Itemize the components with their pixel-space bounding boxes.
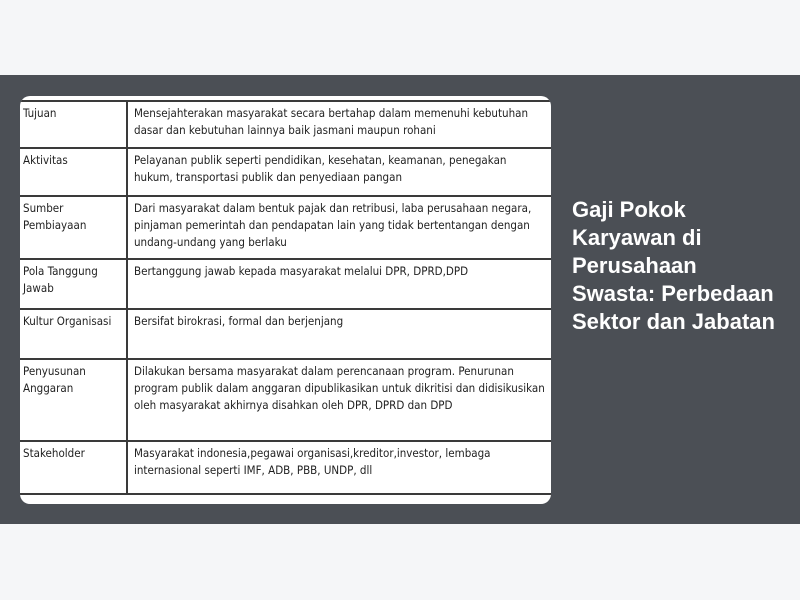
- comparison-table: [20, 100, 551, 495]
- row-value: Bersifat birokrasi, formal dan berjenjang: [127, 309, 551, 359]
- table-row: [20, 359, 551, 441]
- row-key: Penyusunan Anggaran: [20, 359, 127, 441]
- table-row: [20, 259, 551, 309]
- table-row: [20, 196, 551, 259]
- row-value: Dilakukan bersama masyarakat dalam perencanaan program. Penurunan program publik dalam anggaran dipublikasikan untuk dikritisi dan didisikusikan oleh masyarakat akhirnya disahkan oleh DPR, DPRD dan DPD: [127, 359, 551, 441]
- row-value: Dari masyarakat dalam bentuk pajak dan retribusi, laba perusahaan negara, pinjaman pemerintah dan pendapatan lain yang tidak bertentangan dengan undang-undang yang berlaku: [127, 196, 551, 259]
- table-row: [20, 309, 551, 359]
- row-key: Stakeholder: [20, 441, 127, 494]
- article-title: Gaji Pokok Karyawan di Perusahaan Swasta: Perbedaan Sektor dan Jabatan: [572, 197, 775, 334]
- row-value: Pelayanan publik seperti pendidikan, kesehatan, keamanan, penegakan hukum, transportasi publik dan penyediaan pangan: [127, 148, 551, 196]
- table-image-card: [20, 96, 551, 504]
- row-value: Bertanggung jawab kepada masyarakat melalui DPR, DPRD,DPD: [127, 259, 551, 309]
- row-value: Masyarakat indonesia,pegawai organisasi,kreditor,investor, lembaga internasional seperti IMF, ADB, PBB, UNDP, dll: [127, 441, 551, 494]
- row-value: Mensejahterakan masyarakat secara bertahap dalam memenuhi kebutuhan dasar dan kebutuhan lainnya baik jasmani maupun rohani: [127, 101, 551, 148]
- row-key: Sumber Pembiayaan: [20, 196, 127, 259]
- table-row: [20, 101, 551, 148]
- table-row: [20, 148, 551, 196]
- row-key: Aktivitas: [20, 148, 127, 196]
- table-row: [20, 441, 551, 494]
- row-key: Pola Tanggung Jawab: [20, 259, 127, 309]
- row-key: Kultur Organisasi: [20, 309, 127, 359]
- row-key: Tujuan: [20, 101, 127, 148]
